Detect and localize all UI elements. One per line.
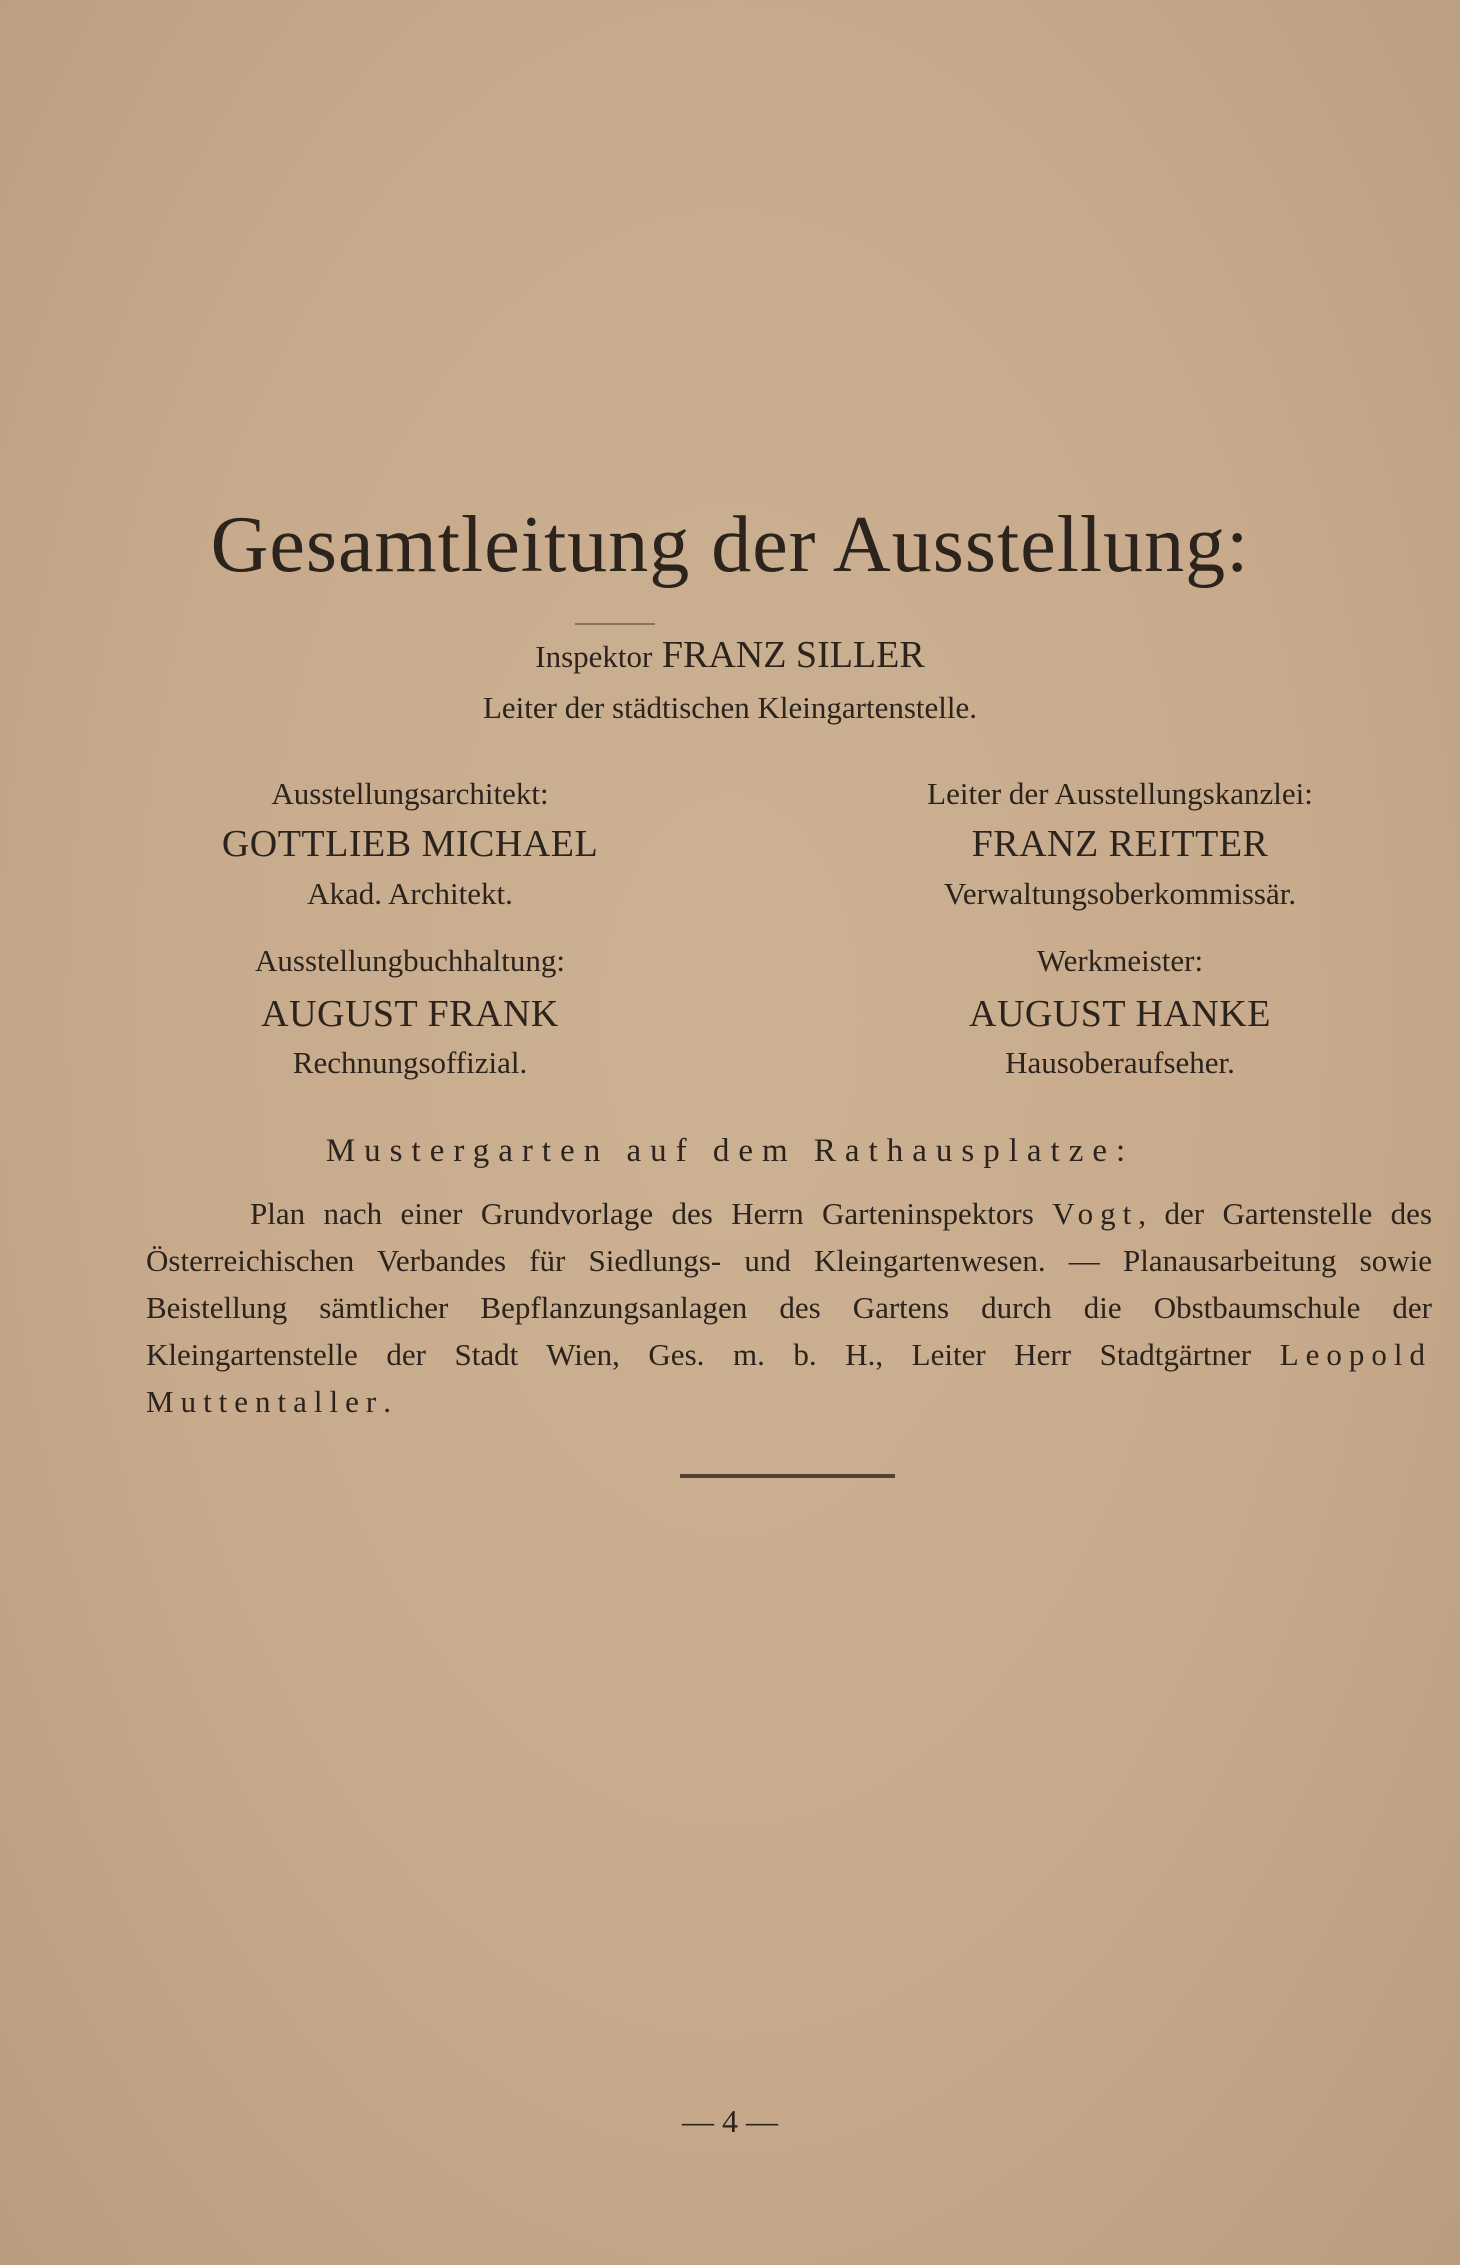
inspector-position: Leiter der städtischen Kleingartenstelle. — [482, 690, 978, 725]
staff-name: FRANZ REITTER — [971, 823, 1269, 865]
person-name-muttentaller: Leopold Muttentaller — [146, 1337, 1432, 1419]
paragraph-text: . — [383, 1384, 391, 1419]
paragraph-text: , der Gartenstelle des Österreichischen Verbandes für Siedlungs- und Kleingartenwesen. — Planausarbeitung sowie Beistellung sämtlicher Bepflanzungsanlagen des Gartens durch die Obstbaumschule der Kleingartenstelle der Stadt Wien, Ges. m. b. H., Leiter Herr Stadtgärtner — [146, 1196, 1433, 1372]
staff-role: Ausstellungsarchitekt: — [271, 776, 549, 811]
short-divider — [575, 623, 655, 625]
person-name-vogt: Vogt — [1052, 1196, 1139, 1231]
paragraph-text: Plan nach einer Grundvorlage des Herrn Garteninspektors — [250, 1196, 1034, 1231]
inspector-role: Inspektor — [535, 639, 653, 674]
staff-role: Werkmeister: — [1036, 943, 1204, 978]
page-title: Gesamtleitung der Ausstellung: — [210, 501, 1250, 589]
staff-name: AUGUST HANKE — [969, 993, 1271, 1035]
inspector-line — [0, 636, 1460, 674]
staff-name: GOTTLIEB MICHAEL — [221, 823, 599, 865]
staff-title: Hausoberaufseher. — [1005, 1045, 1235, 1080]
section-divider — [680, 1474, 895, 1478]
staff-title: Rechnungsoffizial. — [292, 1045, 528, 1080]
inspector-name: FRANZ SILLER — [661, 634, 925, 676]
staff-name: AUGUST FRANK — [261, 993, 559, 1035]
staff-title: Verwaltungsoberkommissär. — [943, 876, 1297, 911]
mustergarten-heading: Mustergarten auf dem Rathausplatze: — [325, 1133, 1135, 1169]
staff-role: Ausstellungbuchhaltung: — [255, 943, 565, 978]
staff-role: Leiter der Ausstellungskanzlei: — [927, 776, 1313, 811]
mustergarten-paragraph — [146, 1190, 1432, 1425]
page-number: — 4 — — [682, 2103, 778, 2139]
staff-title: Akad. Architekt. — [307, 876, 513, 911]
